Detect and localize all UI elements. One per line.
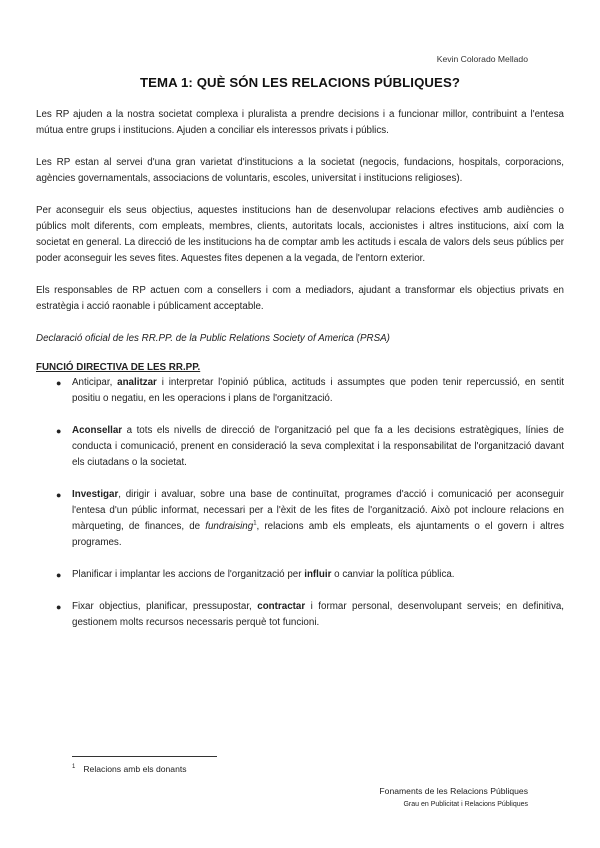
- bullet-icon: ●: [56, 570, 62, 580]
- paragraph-4: Els responsables de RP actuen com a consellers i com a mediadors, ajudant a transformar els objectius privats en estratègia i acció raonable i públicament acceptable.: [36, 285, 564, 312]
- keyword: contractar: [257, 601, 306, 612]
- footnote-divider: [72, 756, 217, 757]
- author-name: Kevin Colorado Mellado: [436, 54, 528, 64]
- document-body: [36, 107, 564, 647]
- footnote-text: Relacions amb els donants: [83, 764, 187, 774]
- footnote-number: 1: [72, 764, 76, 771]
- paragraph-1: Les RP ajuden a la nostra societat complexa i pluralista a prendre decisions i a funcionar millor, contribuint a l'entesa mútua entre grups i institucions. Ajuden a conciliar els interessos privats i públics.: [36, 109, 564, 136]
- keyword: influir: [304, 569, 332, 580]
- source-citation: Declaració oficial de les RR.PP. de la Public Relations Society of America (PRSA): [36, 333, 390, 344]
- list-item-aconsellar: ● Aconsellar a tots els nivells de direcció de l'organització pel que fa a les decisions estratègiques, línies de conducta i comunicació, prenent en consideració la seva complexitat i la responsabilitat de l'organització davant els ciutadans o la societat.: [56, 425, 564, 468]
- footer-course: Fonaments de les Relacions Públiques: [379, 786, 528, 796]
- keyword: Investigar: [72, 489, 119, 500]
- list-item-planificar: ● Planificar i implantar les accions de l'organització per influir o canviar la política pública.: [36, 567, 564, 583]
- footnote-ref[interactable]: 1: [253, 520, 257, 527]
- keyword: analitzar: [117, 377, 157, 388]
- bullet-icon: ●: [56, 426, 62, 436]
- footnote: [72, 764, 187, 774]
- list-item-fixar: ● Fixar objectius, planificar, pressupostar, contractar i formar personal, desenvolupant serveis; en definitiva, gestionem molts recursos necessaris perquè tot funcioni.: [56, 601, 565, 628]
- bullet-icon: ●: [56, 602, 62, 612]
- list-item-investigar: ● Investigar, dirigir i avaluar, sobre una base de continuïtat, programes d'acció i comunicació per aconseguir l'entesa d'un públic informat, necessari per a l'èxit de les fites de l'organització. Això pot incloure relacions en màrqueting, de finances, de fundraising$^1$, relacions amb els empleats, els ajuntaments o el govern i altres programes.: [56, 489, 564, 548]
- page-title: TEMA 1: QUÈ SÓN LES RELACIONS PÚBLIQUES?: [139, 75, 461, 90]
- keyword: Aconsellar: [72, 425, 123, 436]
- bullet-icon: ●: [56, 490, 62, 500]
- functions-list: [36, 375, 564, 631]
- paragraph-3: Per aconseguir els seus objectius, aquestes institucions han de desenvolupar relacions efectives amb audiències o públics molt diferents, com empleats, membres, clients, autoritats locals, accionistes i altres institucions, així com la societat en general. La direcció de les institucions ha de comptar amb les actituds i escala de valors dels seus públics per poder aconseguir les seves fites. Aquestes fites depenen a la vegada, de l'entorn exterior.: [36, 205, 564, 264]
- bullet-icon: ●: [56, 378, 62, 388]
- paragraph-2: Les RP estan al servei d'una gran varietat d'institucions a la societat (negocis, fundacions, hospitals, corporacions, agències governamentals, associacions de voluntaris, escoles, universitat i institucions religioses).: [36, 157, 564, 184]
- fundraising-term: fundraising: [205, 521, 254, 532]
- footer-degree: Grau en Publicitat i Relacions Públiques: [403, 801, 528, 808]
- list-item-anticipar: ● Anticipar, analitzar i interpretar l'opinió pública, actituds i assumptes que poden tenir repercussió, en sentit positiu o negatiu, en les operacions i plans de l'organització.: [56, 377, 564, 404]
- section-heading: FUNCIÓ DIRECTIVA DE LES RR.PP.: [36, 362, 201, 373]
